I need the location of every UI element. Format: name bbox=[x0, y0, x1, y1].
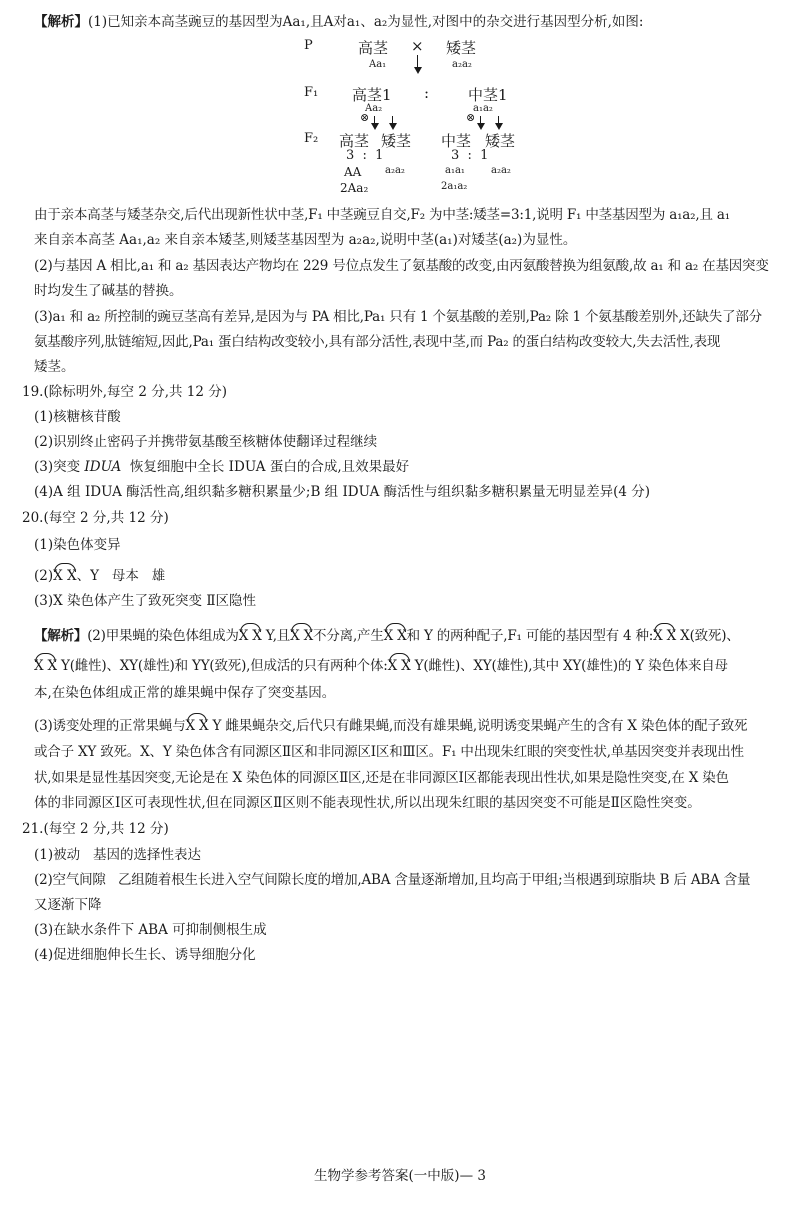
q20-analysis-line-7: 体的非同源区Ⅰ区可表现性状,但在同源区Ⅱ区则不能表现性状,所以出现朱红眼的基因突变不可能是Ⅱ区隐性突变。 bbox=[34, 795, 701, 811]
attached-x-chromosomes: X X bbox=[238, 628, 262, 644]
text-run: (3)诱变处理的正常果蝇与 bbox=[34, 718, 186, 734]
f1-medium-selfing-symbol: ⊗ bbox=[466, 111, 476, 124]
q19-answer-4: (4)A 组 IDUA 酶活性高,组织黏多糖积累量少;B 组 IDUA 酶活性与组织黏多糖积累量无明显差异(4 分) bbox=[34, 484, 651, 500]
f2-genotype-2aa2: 2Aa₂ bbox=[340, 181, 369, 195]
q21-heading: 21.(每空 2 分,共 12 分) bbox=[22, 821, 169, 837]
q21-answer-2-line-2: 又逐渐下降 bbox=[34, 897, 102, 913]
f2-genotype-a2a2-right: a₂a₂ bbox=[491, 165, 511, 176]
f1-medium-stem: 中茎1 bbox=[468, 86, 508, 104]
f1-generation-label: F₁ bbox=[304, 85, 319, 100]
text-run: Y(雌性)、XY(雄性),其中 XY(雄性)的 Y 染色体来自母 bbox=[410, 658, 728, 674]
q20-answer-2 bbox=[34, 567, 165, 585]
analysis-2-line-1: (2)与基因 A 相比,a₁ 和 a₂ 基因表达产物均在 229 号位点发生了氨基酸的改变,由丙氨酸替换为组氨酸,故 a₁ 和 a₂ 在基因突变 bbox=[34, 258, 769, 274]
f2-genotype-2a1a2: 2a₁a₂ bbox=[441, 181, 468, 192]
analysis-1-intro bbox=[34, 13, 643, 31]
f2-ratio-left: 3 : 1 bbox=[346, 148, 384, 163]
f1-tall-selfing-symbol: ⊗ bbox=[360, 111, 370, 124]
attached-x-chromosomes: X X bbox=[34, 658, 57, 674]
p-dwarf-genotype: a₂a₂ bbox=[452, 59, 472, 70]
f1-tall-stem: 高茎1 bbox=[352, 86, 392, 104]
text-run: X(致死)、 bbox=[676, 628, 740, 644]
f2-generation-label: F₂ bbox=[304, 131, 319, 146]
q20-answer-2-suffix: 、Y 母本 雄 bbox=[76, 568, 166, 584]
q21-answer-2-line-1: (2)空气间隙 乙组随着根生长进入空气间隙长度的增加,ABA 含量逐渐增加,且均高于甲组;当根遇到琼脂块 B 后 ABA 含量 bbox=[34, 872, 751, 888]
attached-x-chromosomes: X X bbox=[53, 568, 77, 584]
analysis-2-line-2: 时均发生了碱基的替换。 bbox=[34, 283, 183, 299]
attached-x-chromosomes: X X bbox=[653, 628, 677, 644]
analysis-1-text: (1)已知亲本高茎豌豆的基因型为Aa₁,且A对a₁、a₂为显性,对图中的杂交进行基因型分析,如图: bbox=[88, 14, 644, 30]
q20-analysis-line-6: 状,如果是显性基因突变,无论是在 X 染色体的同源区Ⅱ区,还是在非同源区Ⅰ区都能表现出性状,如果是隐性突变,在 X 染色 bbox=[34, 770, 729, 786]
q19-answer-3-gene: IDUA bbox=[84, 459, 122, 475]
analysis-3-line-1: (3)a₁ 和 a₂ 所控制的豌豆茎高有差异,是因为与 PA 相比,Pa₁ 只有 1 个氨基酸的差别,Pa₂ 除 1 个氨基酸差别外,还缺失了部分 bbox=[34, 309, 762, 325]
q19-answer-1: (1)核糖核苷酸 bbox=[34, 409, 121, 425]
q20-analysis-line-2 bbox=[34, 657, 786, 675]
q20-analysis-line-1 bbox=[34, 627, 786, 645]
f2-dwarf-stem-left: 矮茎 bbox=[381, 132, 412, 150]
text-run: Y 雌果蝇杂交,后代只有雌果蝇,而没有雄果蝇,说明诱变果蝇产生的含有 X 染色体的配子致死 bbox=[208, 718, 748, 734]
f2-tall-stem: 高茎 bbox=[339, 132, 370, 150]
attached-x-chromosomes: X X bbox=[387, 658, 411, 674]
q19-answer-3-suffix: 恢复细胞中全长 IDUA 蛋白的合成,且效果最好 bbox=[121, 459, 410, 475]
q19-answer-2: (2)识别终止密码子并携带氨基酸至核糖体使翻译过程继续 bbox=[34, 434, 378, 450]
f2-genotype-aa: AA bbox=[344, 165, 362, 179]
text-run: (2)甲果蝇的染色体组成为 bbox=[87, 628, 239, 644]
text-run: Y,且 bbox=[261, 628, 291, 644]
attached-x-chromosomes: X X bbox=[383, 628, 407, 644]
text-run: 和 Y 的两种配子,F₁ 可能的基因型有 4 种: bbox=[406, 628, 654, 644]
f2-genotype-a2a2-left: a₂a₂ bbox=[385, 165, 405, 176]
analysis-3-line-3: 矮茎。 bbox=[34, 359, 75, 375]
q19-heading: 19.(除标明外,每空 2 分,共 12 分) bbox=[22, 384, 228, 400]
f1-medium-genotype: a₁a₂ bbox=[473, 103, 493, 114]
analysis-tag: 【解析】 bbox=[34, 628, 88, 644]
f2-ratio-right: 3 : 1 bbox=[451, 148, 489, 163]
p-tall-stem: 高茎 bbox=[358, 39, 389, 57]
q21-answer-1: (1)被动 基因的选择性表达 bbox=[34, 847, 201, 863]
analysis-tag: 【解析】 bbox=[34, 14, 88, 30]
p-generation-label: P bbox=[304, 38, 313, 53]
attached-x-chromosomes: X X bbox=[290, 628, 314, 644]
f2-dwarf-stem-right: 矮茎 bbox=[485, 132, 516, 150]
q20-analysis-line-4 bbox=[34, 717, 786, 735]
q19-answer-3 bbox=[34, 458, 409, 476]
p-dwarf-stem: 矮茎 bbox=[446, 39, 477, 57]
q20-answer-3: (3)X 染色体产生了致死突变 Ⅱ区隐性 bbox=[34, 593, 256, 609]
f2-genotype-a1a1: a₁a₁ bbox=[445, 165, 465, 176]
q20-analysis-line-5: 或合子 XY 致死。X、Y 染色体含有同源区Ⅱ区和非同源区Ⅰ区和Ⅲ区。F₁ 中出现朱红眼的突变性状,单基因突变并表现出性 bbox=[34, 744, 744, 760]
f1-ratio-colon: : bbox=[424, 84, 430, 102]
analysis-1-line-2: 来自亲本高茎 Aa₁,a₂ 来自亲本矮茎,则矮茎基因型为 a₂a₂,说明中茎(a₁)对矮茎(a₂)为显性。 bbox=[34, 232, 577, 248]
f1-tall-genotype: Aa₂ bbox=[365, 103, 383, 114]
text-run: Y(雌性)、XY(雄性)和 YY(致死),但成活的只有两种个体: bbox=[56, 658, 388, 674]
q20-heading: 20.(每空 2 分,共 12 分) bbox=[22, 510, 169, 526]
q21-answer-4: (4)促进细胞伸长生长、诱导细胞分化 bbox=[34, 947, 256, 963]
q20-analysis-line-3: 本,在染色体组成正常的雄果蝇中保存了突变基因。 bbox=[34, 685, 336, 701]
q20-answer-2-prefix: (2) bbox=[34, 568, 54, 584]
attached-x-chromosomes: X X bbox=[185, 718, 209, 734]
page-footer: 生物学参考答案(一中版)— 3 bbox=[314, 1168, 486, 1184]
q21-answer-3: (3)在缺水条件下 ABA 可抑制侧根生成 bbox=[34, 922, 267, 938]
analysis-1-line-1: 由于亲本高茎与矮茎杂交,后代出现新性状中茎,F₁ 中茎豌豆自交,F₂ 为中茎:矮茎=3:1,说明 F₁ 中茎基因型为 a₁a₂,且 a₁ bbox=[34, 207, 730, 223]
f2-medium-stem: 中茎 bbox=[441, 132, 472, 150]
cross-sign: × bbox=[411, 37, 424, 55]
q19-answer-3-prefix: (3)突变 bbox=[34, 459, 85, 475]
text-run: 不分离,产生 bbox=[313, 628, 384, 644]
p-tall-genotype: Aa₁ bbox=[369, 59, 387, 70]
q20-answer-1: (1)染色体变异 bbox=[34, 537, 121, 553]
analysis-3-line-2: 氨基酸序列,肽链缩短,因此,Pa₁ 蛋白结构改变较小,具有部分活性,表现中茎,而 Pa₂ 的蛋白结构改变较大,失去活性,表现 bbox=[34, 334, 721, 350]
